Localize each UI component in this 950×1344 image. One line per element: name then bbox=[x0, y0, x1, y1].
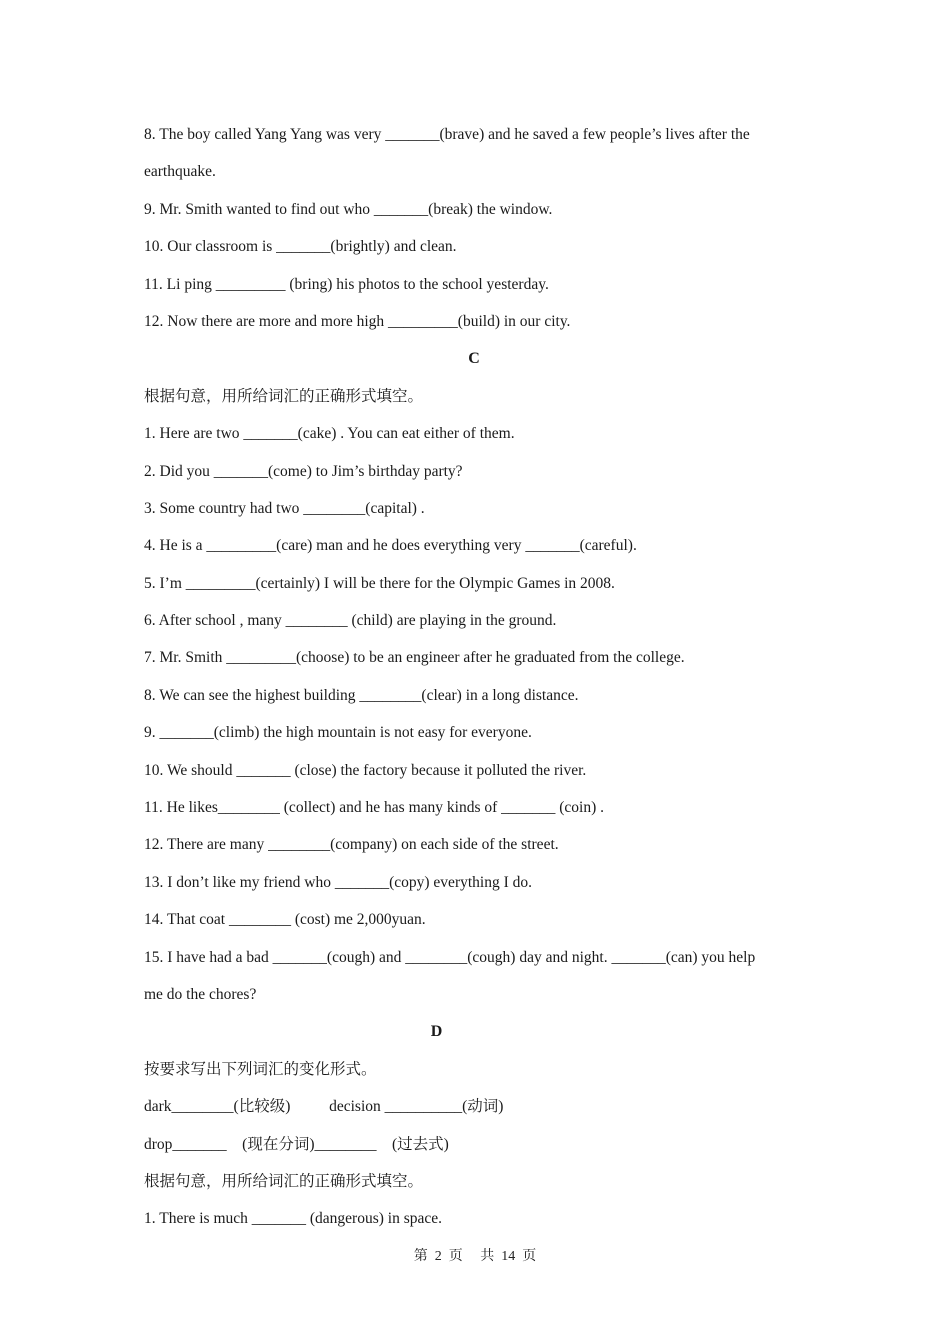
page-content bbox=[144, 116, 814, 1238]
question-line: 8. The boy called Yang Yang was very _______(brave) and he saved a few people’s lives after the bbox=[144, 126, 750, 143]
question-line: 4. He is a _________(care) man and he does everything very _______(careful). bbox=[144, 537, 637, 555]
question-line: 12. There are many ________(company) on each side of the street. bbox=[144, 836, 559, 854]
page-footer bbox=[0, 1246, 950, 1268]
question-line: 9. _______(climb) the high mountain is not easy for everyone. bbox=[144, 724, 532, 742]
question-line: 15. I have had a bad _______(cough) and ________(cough) day and night. _______(can) you help bbox=[144, 948, 756, 966]
question-line: earthquake. bbox=[144, 163, 216, 181]
page-number: 第 2 页 共 14 页 bbox=[413, 1249, 537, 1264]
section-c bbox=[144, 340, 814, 1013]
word-forms-line: dark________(比较级) decision __________(动词) bbox=[144, 1098, 504, 1116]
section-b-continued bbox=[144, 116, 814, 340]
question-line: 1. Here are two _______(cake) . You can eat either of them. bbox=[144, 425, 515, 443]
question-line: 12. Now there are more and more high _________(build) in our city. bbox=[144, 312, 571, 330]
question-line: 11. He likes________ (collect) and he has many kinds of _______ (coin) . bbox=[144, 799, 605, 817]
question-line: 3. Some country had two ________(capital) . bbox=[144, 499, 425, 517]
section-heading: C bbox=[468, 350, 480, 368]
word-forms-line: drop_______ (现在分词)________ (过去式) bbox=[144, 1135, 449, 1153]
question-line: 10. We should _______ (close) the factory because it polluted the river. bbox=[144, 761, 587, 779]
question-line: 2. Did you _______(come) to Jim’s birthday party? bbox=[144, 462, 463, 480]
section-instruction: 根据句意，用所给词汇的正确形式填空。 bbox=[144, 387, 424, 405]
section-heading: D bbox=[430, 1023, 443, 1041]
question-line: 1. There is much _______ (dangerous) in space. bbox=[144, 1210, 443, 1228]
question-line: 11. Li ping _________ (bring) his photos to the school yesterday. bbox=[144, 275, 549, 293]
question-line: 13. I don’t like my friend who _______(copy) everything I do. bbox=[144, 873, 532, 891]
question-line: 9. Mr. Smith wanted to find out who _______(break) the window. bbox=[144, 200, 553, 218]
question-line: 6. After school , many ________ (child) are playing in the ground. bbox=[144, 612, 557, 630]
question-line: 8. We can see the highest building ________(clear) in a long distance. bbox=[144, 686, 579, 704]
question-line: 5. I’m _________(certainly) I will be there for the Olympic Games in 2008. bbox=[144, 574, 615, 592]
question-line: me do the chores? bbox=[144, 985, 257, 1003]
question-line: 7. Mr. Smith _________(choose) to be an engineer after he graduated from the college. bbox=[144, 649, 685, 667]
section-instruction: 根据句意，用所给词汇的正确形式填空。 bbox=[144, 1172, 424, 1190]
section-instruction: 按要求写出下列词汇的变化形式。 bbox=[144, 1060, 377, 1078]
section-d bbox=[144, 1013, 814, 1237]
question-line: 10. Our classroom is _______(brightly) and clean. bbox=[144, 238, 457, 256]
question-line: 14. That coat ________ (cost) me 2,000yuan. bbox=[144, 911, 426, 929]
